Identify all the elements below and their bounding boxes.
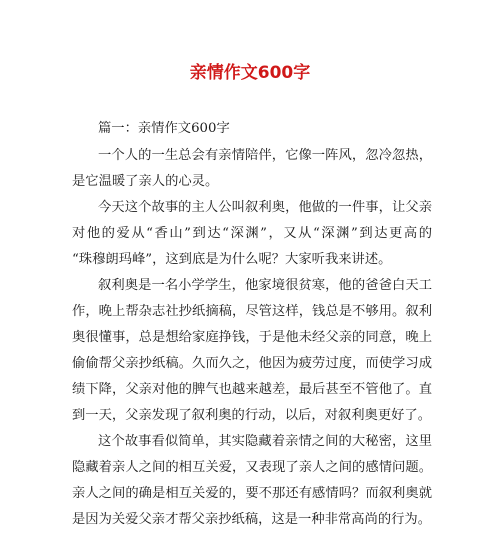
text-line: 对他的爱从“香山”到达“深渊”，又从“深渊”到达更高的: [72, 226, 432, 241]
text-line: 绩下降，父亲对他的脾气也越来越差，最后甚至不管他了。直: [72, 382, 432, 397]
text-line: 一个人的一生总会有亲情陪伴，它像一阵风，忽冷忽热，: [98, 148, 432, 163]
text-line: 是因为关爱父亲才帮父亲抄纸稿，这是一种非常高尚的行为。: [72, 512, 432, 527]
text-line: 叙利奥是一名小学学生，他家境很贫寒，他的爸爸白天工: [98, 278, 432, 293]
section-heading: 篇一：亲情作文600字: [98, 121, 230, 136]
text-line: 作，晚上帮杂志社抄纸摘稿，尽管这样，钱总是不够用。叙利: [72, 304, 432, 319]
paragraph: [72, 273, 432, 429]
paragraph: [72, 195, 432, 273]
text-line: 奥很懂事，总是想给家庭挣钱，于是他未经父亲的同意，晚上: [72, 330, 432, 345]
paragraph: [72, 143, 432, 195]
text-line: 隐藏着亲人之间的相互关爱，又表现了亲人之间的感情问题。: [72, 460, 432, 475]
document-title: 亲情作文600字: [189, 63, 311, 83]
paragraph: [72, 429, 432, 533]
text-line: 是它温暖了亲人的心灵。: [72, 174, 219, 189]
text-line: 偷偷帮父亲抄纸稿。久而久之，他因为疲劳过度，而使学习成: [72, 356, 432, 371]
text-line: 到一天，父亲发现了叙利奥的行动，以后，对叙利奥更好了。: [72, 408, 432, 423]
text-line: “珠穆朗玛峰”，这到底是为什么呢？大家听我来讲述。: [72, 252, 392, 267]
text-line: 今天这个故事的主人公叫叙利奥，他做的一件事，让父亲: [98, 200, 432, 215]
text-line: 这个故事看似简单，其实隐藏着亲情之间的大秘密，这里: [98, 434, 432, 449]
text-line: 亲人之间的确是相互关爱的，要不那还有感情吗？而叙利奥就: [72, 486, 432, 501]
document-body: [72, 117, 432, 533]
